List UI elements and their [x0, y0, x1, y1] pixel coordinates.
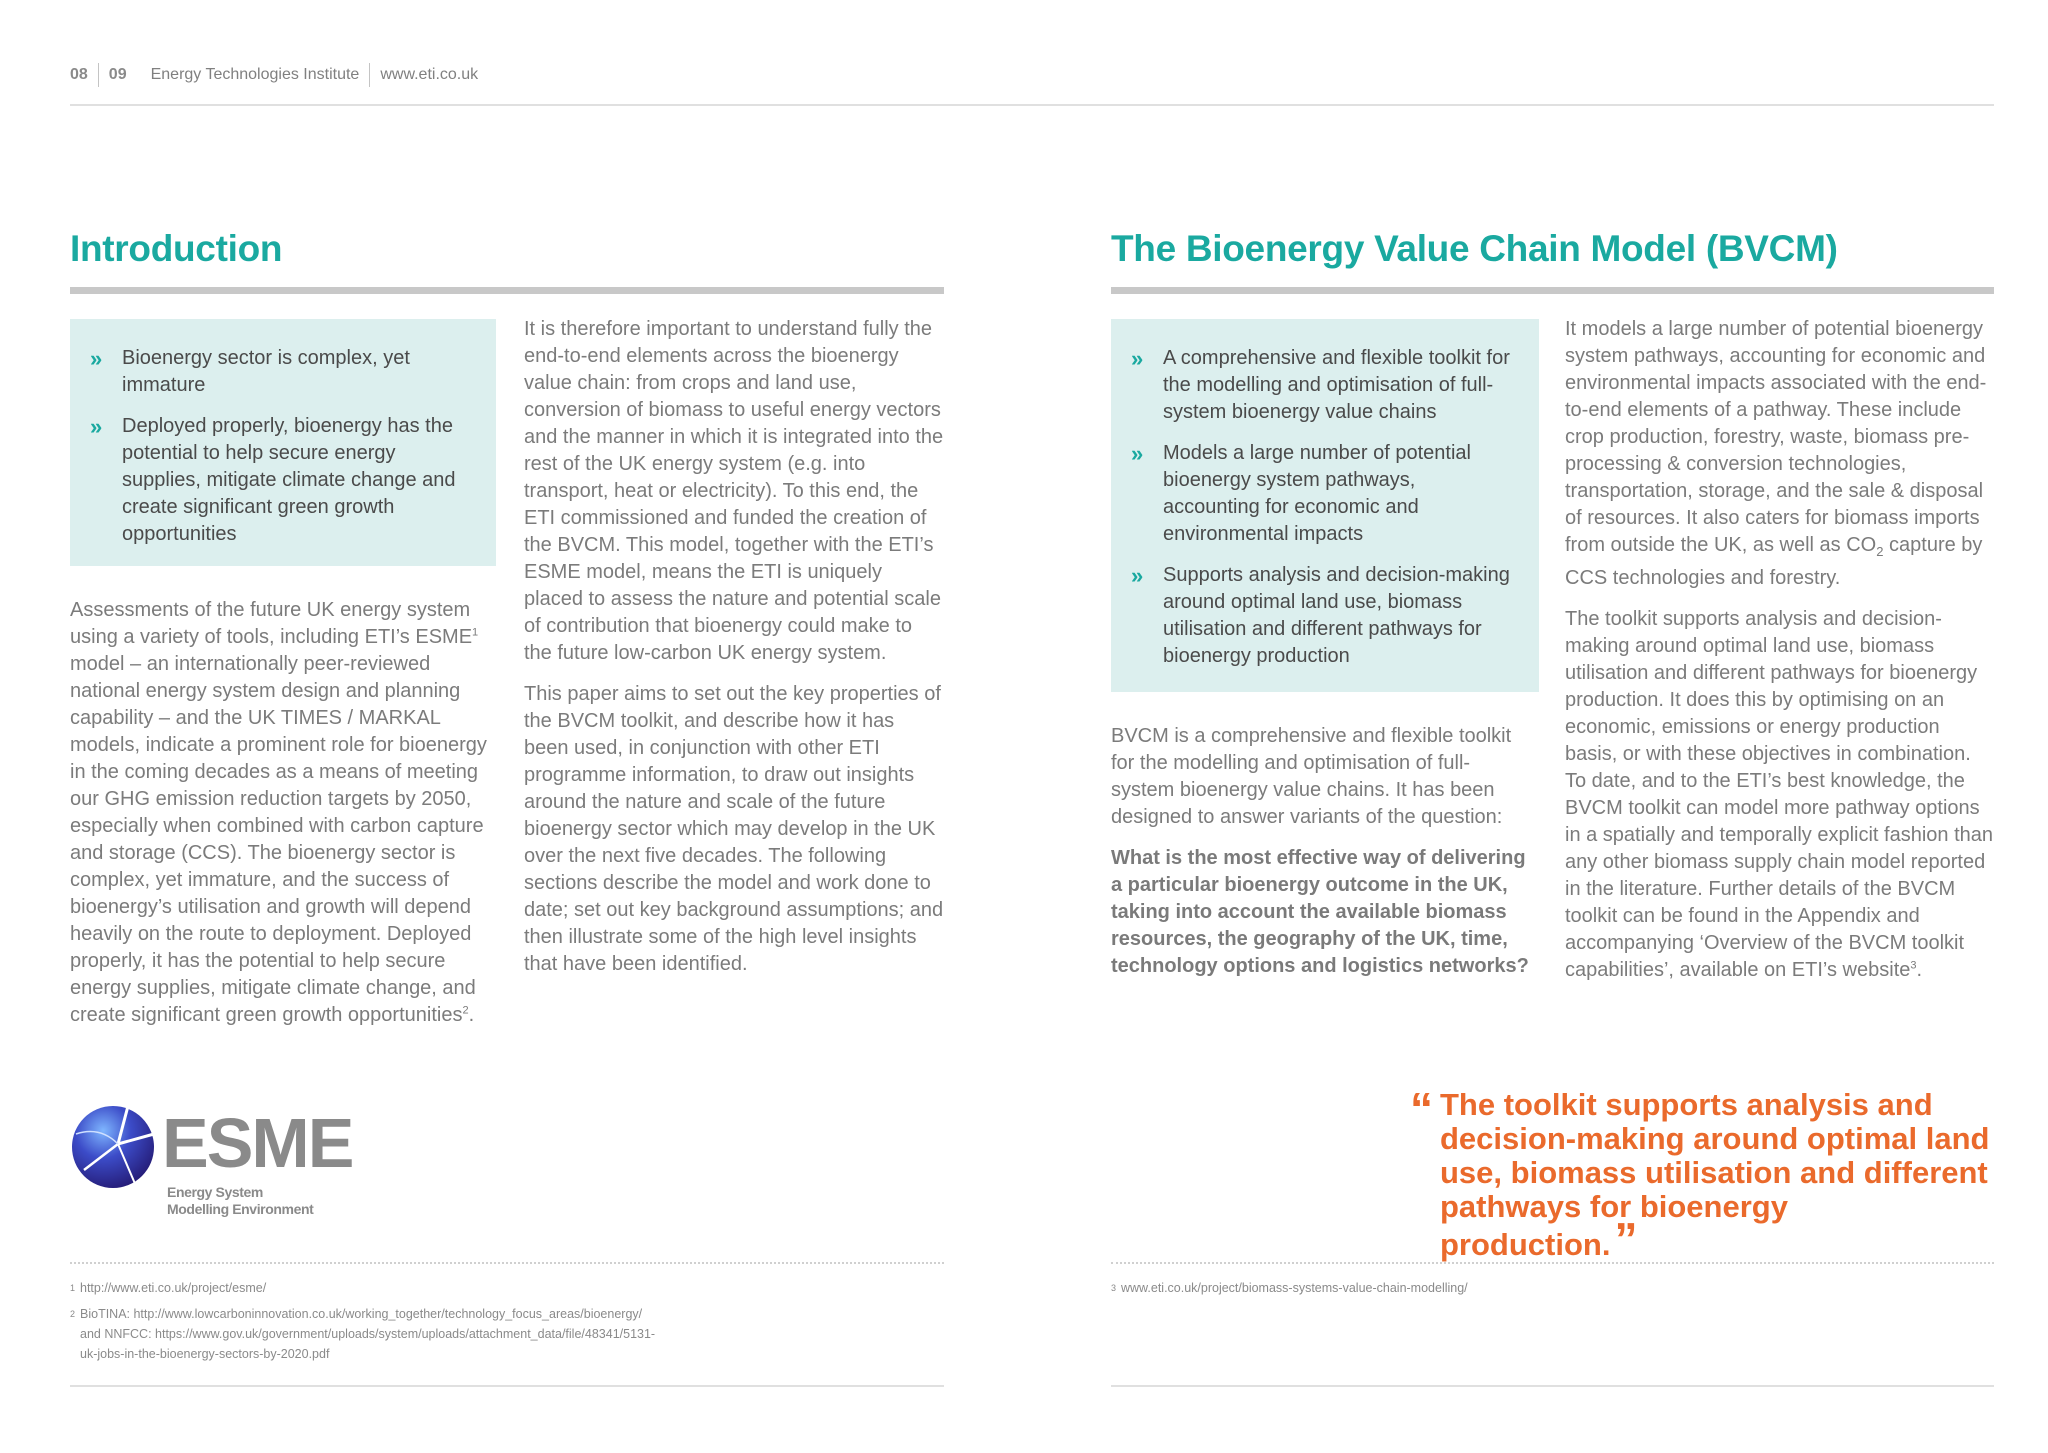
header-url[interactable]: www.eti.co.uk [380, 66, 479, 83]
quote-text: The toolkit supports analysis and decision-making around optimal land use, biomass utilisation and different pathways for bioenergy production. [1440, 1087, 1990, 1262]
footnotes-left [70, 1278, 944, 1364]
chevron-right-icon: » [1131, 563, 1144, 588]
key-point: » A comprehensive and flexible toolkit for the modelling and optimisation of full-system bioenergy value chains [1131, 346, 1510, 423]
footnote: 1 http://www.eti.co.uk/project/esme/ [70, 1281, 267, 1295]
intro-title: Introduction [70, 228, 283, 269]
close-quote-icon: ” [1614, 1213, 1638, 1265]
header-rule [70, 104, 1994, 106]
bottom-rule [1111, 1385, 1994, 1387]
key-point: » Models a large number of potential bioenergy system pathways, accounting for economic and environmental impacts [1131, 441, 1471, 545]
chevron-right-icon: » [1131, 441, 1144, 466]
intro-paragraph: It is therefore important to understand fully the end-to-end elements across the bioenergy value chain: from crops and land use, conversion of biomass to useful energy vectors and the manner in which it is integrated into the rest of the UK energy system (e.g. into transport, heat or electricity). To this end, the ETI commissioned and funded the creation of the BVCM. This model, together with the ETI’s ESME model, means the ETI is uniquely placed to assess the nature and potential scale of contribution that bioenergy could make to the future low-carbon UK energy system. [524, 318, 944, 664]
pull-quote [1410, 1083, 1990, 1265]
chevron-right-icon: » [1131, 346, 1144, 371]
intro-column-2 [524, 316, 944, 992]
footnote-link[interactable]: uk-jobs-in-the-bioenergy-sectors-by-2020.pdf [80, 1347, 330, 1361]
page-header [70, 62, 478, 88]
key-question: What is the most effective way of delivering a particular bioenergy outcome in the UK, taking into account the available biomass resources, the geography of the UK, time, technology options and logistics networks? [1111, 847, 1529, 977]
footnote-divider [1111, 1262, 1994, 1264]
logo-wordmark: ESME [162, 1104, 353, 1182]
key-point: » Deployed properly, bioenergy has the potential to help secure energy supplies, mitigate climate change and create significant green growth opportunities [90, 414, 456, 545]
intro-paragraph: Assessments of the future UK energy system using a variety of tools, including ETI’s ESME$^1$ model – an internationally peer-reviewed national energy system design and planning capability – and the UK TIMES / MARKAL models, indicate a prominent role for bioenergy in the coming decades as a means of meeting our GHG emission reduction targets by 2050, especially when combined with carbon capture and storage (CCS). The bioenergy sector is complex, yet immature, and the success of bioenergy’s utilisation and growth will depend heavily on the route to deployment. Deployed properly, it has the potential to help secure energy supplies, mitigate climate change, and create significant green growth opportunities$^2$. [70, 599, 487, 1026]
intro-paragraph: This paper aims to set out the key properties of the BVCM toolkit, and describe how it has been used, in conjunction with other ETI programme information, to draw out insights around the nature and scale of the future bioenergy sector which may develop in the UK over the next five decades. The following sections describe the model and work done to date; set out key background assumptions; and then illustrate some of the high level insights that have been identified. [524, 683, 944, 975]
logo-subtitle: Modelling Environment [167, 1201, 314, 1217]
footnote-ref[interactable]: 1 [472, 626, 479, 639]
footnote-link[interactable]: www.eti.co.uk/project/biomass-systems-value-chain-modelling/ [1121, 1281, 1468, 1295]
bvcm-title: The Bioenergy Value Chain Model (BVCM) [1111, 228, 1838, 269]
logo-subtitle: Energy System [167, 1184, 263, 1200]
footnote-link[interactable]: and NNFCC: https://www.gov.uk/government/uploads/system/uploads/attachment_data/file/48341/5131- [80, 1327, 656, 1341]
footnote: 3 www.eti.co.uk/project/biomass-systems-value-chain-modelling/ [1111, 1281, 1468, 1295]
intro-key-points [70, 319, 496, 566]
bottom-rule [70, 1385, 944, 1387]
footnote-ref[interactable]: 2 [462, 1004, 469, 1017]
key-point: » Bioenergy sector is complex, yet immature [90, 346, 410, 396]
intro-column-1 [70, 597, 488, 1043]
footnote-link[interactable]: http://www.eti.co.uk/project/esme/ [80, 1281, 267, 1295]
footnotes-right [1111, 1278, 1994, 1298]
chevron-right-icon: » [90, 346, 103, 371]
open-quote-icon: “ [1410, 1083, 1433, 1135]
bvcm-paragraph: It models a large number of potential bioenergy system pathways, accounting for economic and environmental impacts associated with the end-to-end elements of a pathway. These include crop production, forestry, waste, biomass pre-processing & conversion technologies, transportation, storage, and the sale & disposal of resources. It also caters for biomass imports from outside the UK, as well as $CO_2$ capture by CCS technologies and forestry. [1565, 318, 1987, 589]
divider [369, 63, 370, 87]
bvcm-key-points [1111, 319, 1539, 692]
footnote: 2 BioTINA: http://www.lowcarboninnovation.co.uk/working_together/technology_focus_areas/bioenergy/ and NNFCC: https://www.gov.uk/government/uploads/system/uploads/attachment_data/file/48341/5131- uk-jobs-in-the-bioenergy-sectors-by-2020.pdf [70, 1307, 656, 1361]
chevron-right-icon: » [90, 414, 103, 439]
bvcm-title-rule [1111, 287, 1994, 294]
organization-name: Energy Technologies Institute [150, 66, 360, 83]
bvcm-column-2 [1565, 316, 1995, 998]
page-number-left: 08 [70, 66, 88, 83]
divider [98, 63, 99, 87]
key-point: » Supports analysis and decision-making around optimal land use, biomass utilisation and different pathways for bioenergy production [1131, 563, 1510, 667]
bvcm-column-1 [1111, 723, 1529, 994]
footnote-ref[interactable]: 3 [1910, 959, 1917, 972]
page-number-right: 09 [108, 66, 127, 83]
bvcm-paragraph: The toolkit supports analysis and decision-making around optimal land use, biomass utilisation and different pathways for bioenergy production. It does this by optimising on an economic, emissions or energy production basis, or with these objectives in combination. To date, and to the ETI’s best knowledge, the BVCM toolkit can model more pathway options in a spatially and temporally explicit fashion than any other biomass supply chain model reported in the literature. Further details of the BVCM toolkit can be found in the Appendix and accompanying ‘Overview of the BVCM toolkit capabilities’, available on ETI’s website$^3$. [1565, 608, 1994, 981]
esme-logo [70, 1100, 353, 1230]
footnote-divider [70, 1262, 944, 1264]
globe-icon [70, 1104, 156, 1190]
bvcm-paragraph: BVCM is a comprehensive and flexible toolkit for the modelling and optimisation of full-system bioenergy value chains. It has been designed to answer variants of the question: [1111, 725, 1512, 828]
intro-title-rule [70, 287, 944, 294]
footnote-link[interactable]: BioTINA: http://www.lowcarboninnovation.co.uk/working_together/technology_focus_areas/bioenergy/ [80, 1307, 643, 1321]
